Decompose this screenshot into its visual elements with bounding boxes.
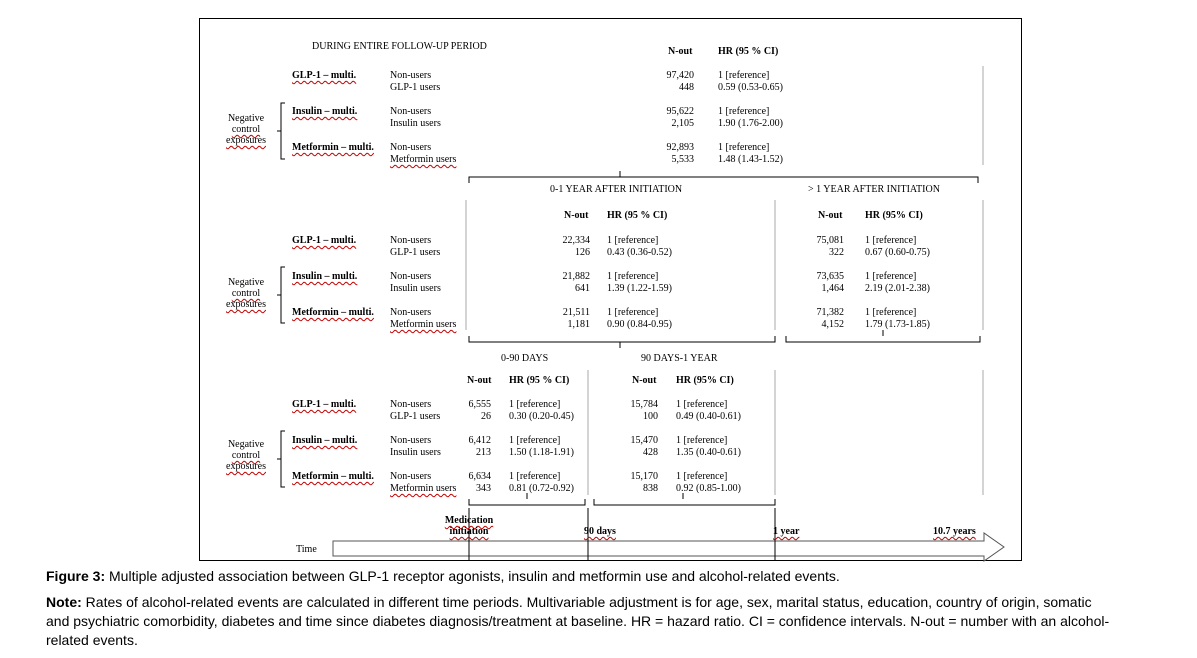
nout-value: 22,334 xyxy=(562,235,590,246)
hr-value: 0.92 (0.85-1.00) xyxy=(676,483,741,494)
nout-value: 2,105 xyxy=(671,118,694,129)
exposure-label: Metformin – multi. xyxy=(292,307,374,318)
group-label: Insulin users xyxy=(390,283,441,294)
hr-value: 1 [reference] xyxy=(865,307,917,318)
group-label: Non-users xyxy=(390,399,432,410)
nout-value: 92,893 xyxy=(666,142,694,153)
note-line-1: Note: Rates of alcohol-related events are calculated in different time periods. Multivariable adjustment is for age, sex, marital status, education, country of origin, somatic xyxy=(46,594,1092,610)
hr-value: 1.50 (1.18-1.91) xyxy=(509,447,574,458)
exposure-label: Metformin – multi. xyxy=(292,471,374,482)
group-label: GLP-1 users xyxy=(390,247,441,258)
col-header-hr: HR (95 % CI) xyxy=(607,210,668,221)
hr-value: 2.19 (2.01-2.38) xyxy=(865,283,930,294)
note-label: Note: xyxy=(46,594,82,610)
nout-value: 6,412 xyxy=(468,435,491,446)
note-line-2: and psychiatric comorbidity, diabetes and time since diabetes diagnosis/treatment at baseline. HR = hazard ratio. CI = confidence intervals. N-out = number with an alcohol- xyxy=(46,613,1110,629)
nout-value: 343 xyxy=(476,483,491,494)
timeline-marker-end: 10.7 years xyxy=(933,526,976,537)
figure-label: Figure 3: xyxy=(46,568,106,584)
nout-value: 1,181 xyxy=(567,319,590,330)
col-header-nout: N-out xyxy=(564,210,589,221)
exposure-label: Insulin – multi. xyxy=(292,271,358,282)
exposure-label: Insulin – multi. xyxy=(292,106,358,117)
negative-control-label: Negative control exposures xyxy=(226,439,266,472)
brace-0-90-bottom xyxy=(469,493,585,505)
nout-value: 75,081 xyxy=(816,235,844,246)
nout-value: 428 xyxy=(643,447,658,458)
figure-caption-text: Multiple adjusted association between GLP-1 receptor agonists, insulin and metformin use and alcohol-related events. xyxy=(109,568,840,584)
nout-value: 6,634 xyxy=(468,471,491,482)
nout-value: 97,420 xyxy=(666,70,694,81)
exposure-label: GLP-1 – multi. xyxy=(292,399,357,410)
group-label: Metformin users xyxy=(390,319,457,330)
group-label: Non-users xyxy=(390,271,432,282)
timeline-marker-1-year: 1 year xyxy=(773,526,800,537)
brace-period-split xyxy=(469,171,978,183)
hr-value: 1.48 (1.43-1.52) xyxy=(718,154,783,165)
nout-value: 838 xyxy=(643,483,658,494)
group-label: Insulin users xyxy=(390,447,441,458)
note-line-3: related events. xyxy=(46,632,138,648)
hr-value: 0.43 (0.36-0.52) xyxy=(607,247,672,258)
section-title-0-1-year: 0-1 YEAR AFTER INITIATION xyxy=(550,184,683,195)
nout-value: 6,555 xyxy=(468,399,491,410)
group-label: Non-users xyxy=(390,435,432,446)
nout-value: 641 xyxy=(575,283,590,294)
col-header-nout: N-out xyxy=(818,210,843,221)
hr-value: 1 [reference] xyxy=(509,399,561,410)
left-bracket-1 xyxy=(277,103,285,159)
section-title-0-90-days: 0-90 DAYS xyxy=(501,353,549,364)
nout-value: 15,784 xyxy=(630,399,658,410)
section-title-over-1-year: > 1 YEAR AFTER INITIATION xyxy=(808,184,940,195)
exposure-label: Metformin – multi. xyxy=(292,142,374,153)
hr-value: 1 [reference] xyxy=(676,471,728,482)
hr-value: 1 [reference] xyxy=(509,435,561,446)
hr-value: 1 [reference] xyxy=(676,435,728,446)
nout-value: 73,635 xyxy=(816,271,844,282)
timeline-arrow xyxy=(333,508,1004,561)
hr-value: 0.67 (0.60-0.75) xyxy=(865,247,930,258)
hr-value: 1.35 (0.40-0.61) xyxy=(676,447,741,458)
hr-value: 0.81 (0.72-0.92) xyxy=(509,483,574,494)
exposure-label: GLP-1 – multi. xyxy=(292,235,357,246)
col-header-nout: N-out xyxy=(668,46,693,57)
col-header-hr: HR (95% CI) xyxy=(676,375,734,386)
section-title-90-days-1-year: 90 DAYS-1 YEAR xyxy=(641,353,718,364)
hr-value: 1 [reference] xyxy=(718,70,770,81)
brace-later-years-bottom xyxy=(786,330,980,342)
figure-caption xyxy=(46,567,840,586)
hr-value: 1 [reference] xyxy=(509,471,561,482)
nout-value: 322 xyxy=(829,247,844,258)
nout-value: 21,882 xyxy=(562,271,590,282)
group-label: Insulin users xyxy=(390,118,441,129)
nout-value: 15,170 xyxy=(630,471,658,482)
hr-value: 1 [reference] xyxy=(607,271,659,282)
hr-value: 1 [reference] xyxy=(676,399,728,410)
exposure-label: Insulin – multi. xyxy=(292,435,358,446)
group-label: Non-users xyxy=(390,307,432,318)
group-label: Metformin users xyxy=(390,154,457,165)
hr-value: 1 [reference] xyxy=(718,142,770,153)
nout-value: 213 xyxy=(476,447,491,458)
nout-value: 100 xyxy=(643,411,658,422)
nout-value: 5,533 xyxy=(671,154,694,165)
hr-value: 0.90 (0.84-0.95) xyxy=(607,319,672,330)
hr-value: 1 [reference] xyxy=(718,106,770,117)
hr-value: 1.39 (1.22-1.59) xyxy=(607,283,672,294)
group-label: Non-users xyxy=(390,471,432,482)
hr-value: 0.49 (0.40-0.61) xyxy=(676,411,741,422)
group-label: Non-users xyxy=(390,235,432,246)
section-title-whole-period: DURING ENTIRE FOLLOW-UP PERIOD xyxy=(312,41,487,52)
col-header-nout: N-out xyxy=(632,375,657,386)
col-header-hr: HR (95 % CI) xyxy=(718,46,779,57)
col-header-nout: N-out xyxy=(467,375,492,386)
group-label: Non-users xyxy=(390,70,432,81)
hr-value: 1 [reference] xyxy=(865,271,917,282)
col-header-hr: HR (95% CI) xyxy=(865,210,923,221)
hr-value: 1 [reference] xyxy=(865,235,917,246)
nout-value: 448 xyxy=(679,82,694,93)
negative-control-label: Negative control exposures xyxy=(226,277,266,310)
left-bracket-3 xyxy=(277,431,285,487)
nout-value: 126 xyxy=(575,247,590,258)
group-label: Metformin users xyxy=(390,483,457,494)
nout-value: 26 xyxy=(481,411,491,422)
exposure-label: GLP-1 – multi. xyxy=(292,70,357,81)
group-label: Non-users xyxy=(390,142,432,153)
hr-value: 1 [reference] xyxy=(607,307,659,318)
nout-value: 15,470 xyxy=(630,435,658,446)
negative-control-label: Negative control exposures xyxy=(226,113,266,146)
left-bracket-2 xyxy=(277,267,285,323)
group-label: GLP-1 users xyxy=(390,82,441,93)
group-label: GLP-1 users xyxy=(390,411,441,422)
nout-value: 1,464 xyxy=(821,283,844,294)
group-label: Non-users xyxy=(390,106,432,117)
nout-value: 21,511 xyxy=(562,307,590,318)
hr-value: 0.30 (0.20-0.45) xyxy=(509,411,574,422)
hr-value: 1 [reference] xyxy=(607,235,659,246)
hr-value: 1.90 (1.76-2.00) xyxy=(718,118,783,129)
brace-90-365-bottom xyxy=(594,493,775,505)
timeline-axis-label: Time xyxy=(296,544,317,555)
timeline-marker-initiation: Medication initiation xyxy=(444,515,494,537)
nout-value: 71,382 xyxy=(816,307,844,318)
hr-value: 0.59 (0.53-0.65) xyxy=(718,82,783,93)
nout-value: 95,622 xyxy=(666,106,694,117)
timeline-marker-90-days: 90 days xyxy=(584,526,616,537)
col-header-hr: HR (95 % CI) xyxy=(509,375,570,386)
hr-value: 1.79 (1.73-1.85) xyxy=(865,319,930,330)
brace-first-year-bottom xyxy=(469,336,775,348)
nout-value: 4,152 xyxy=(821,319,844,330)
